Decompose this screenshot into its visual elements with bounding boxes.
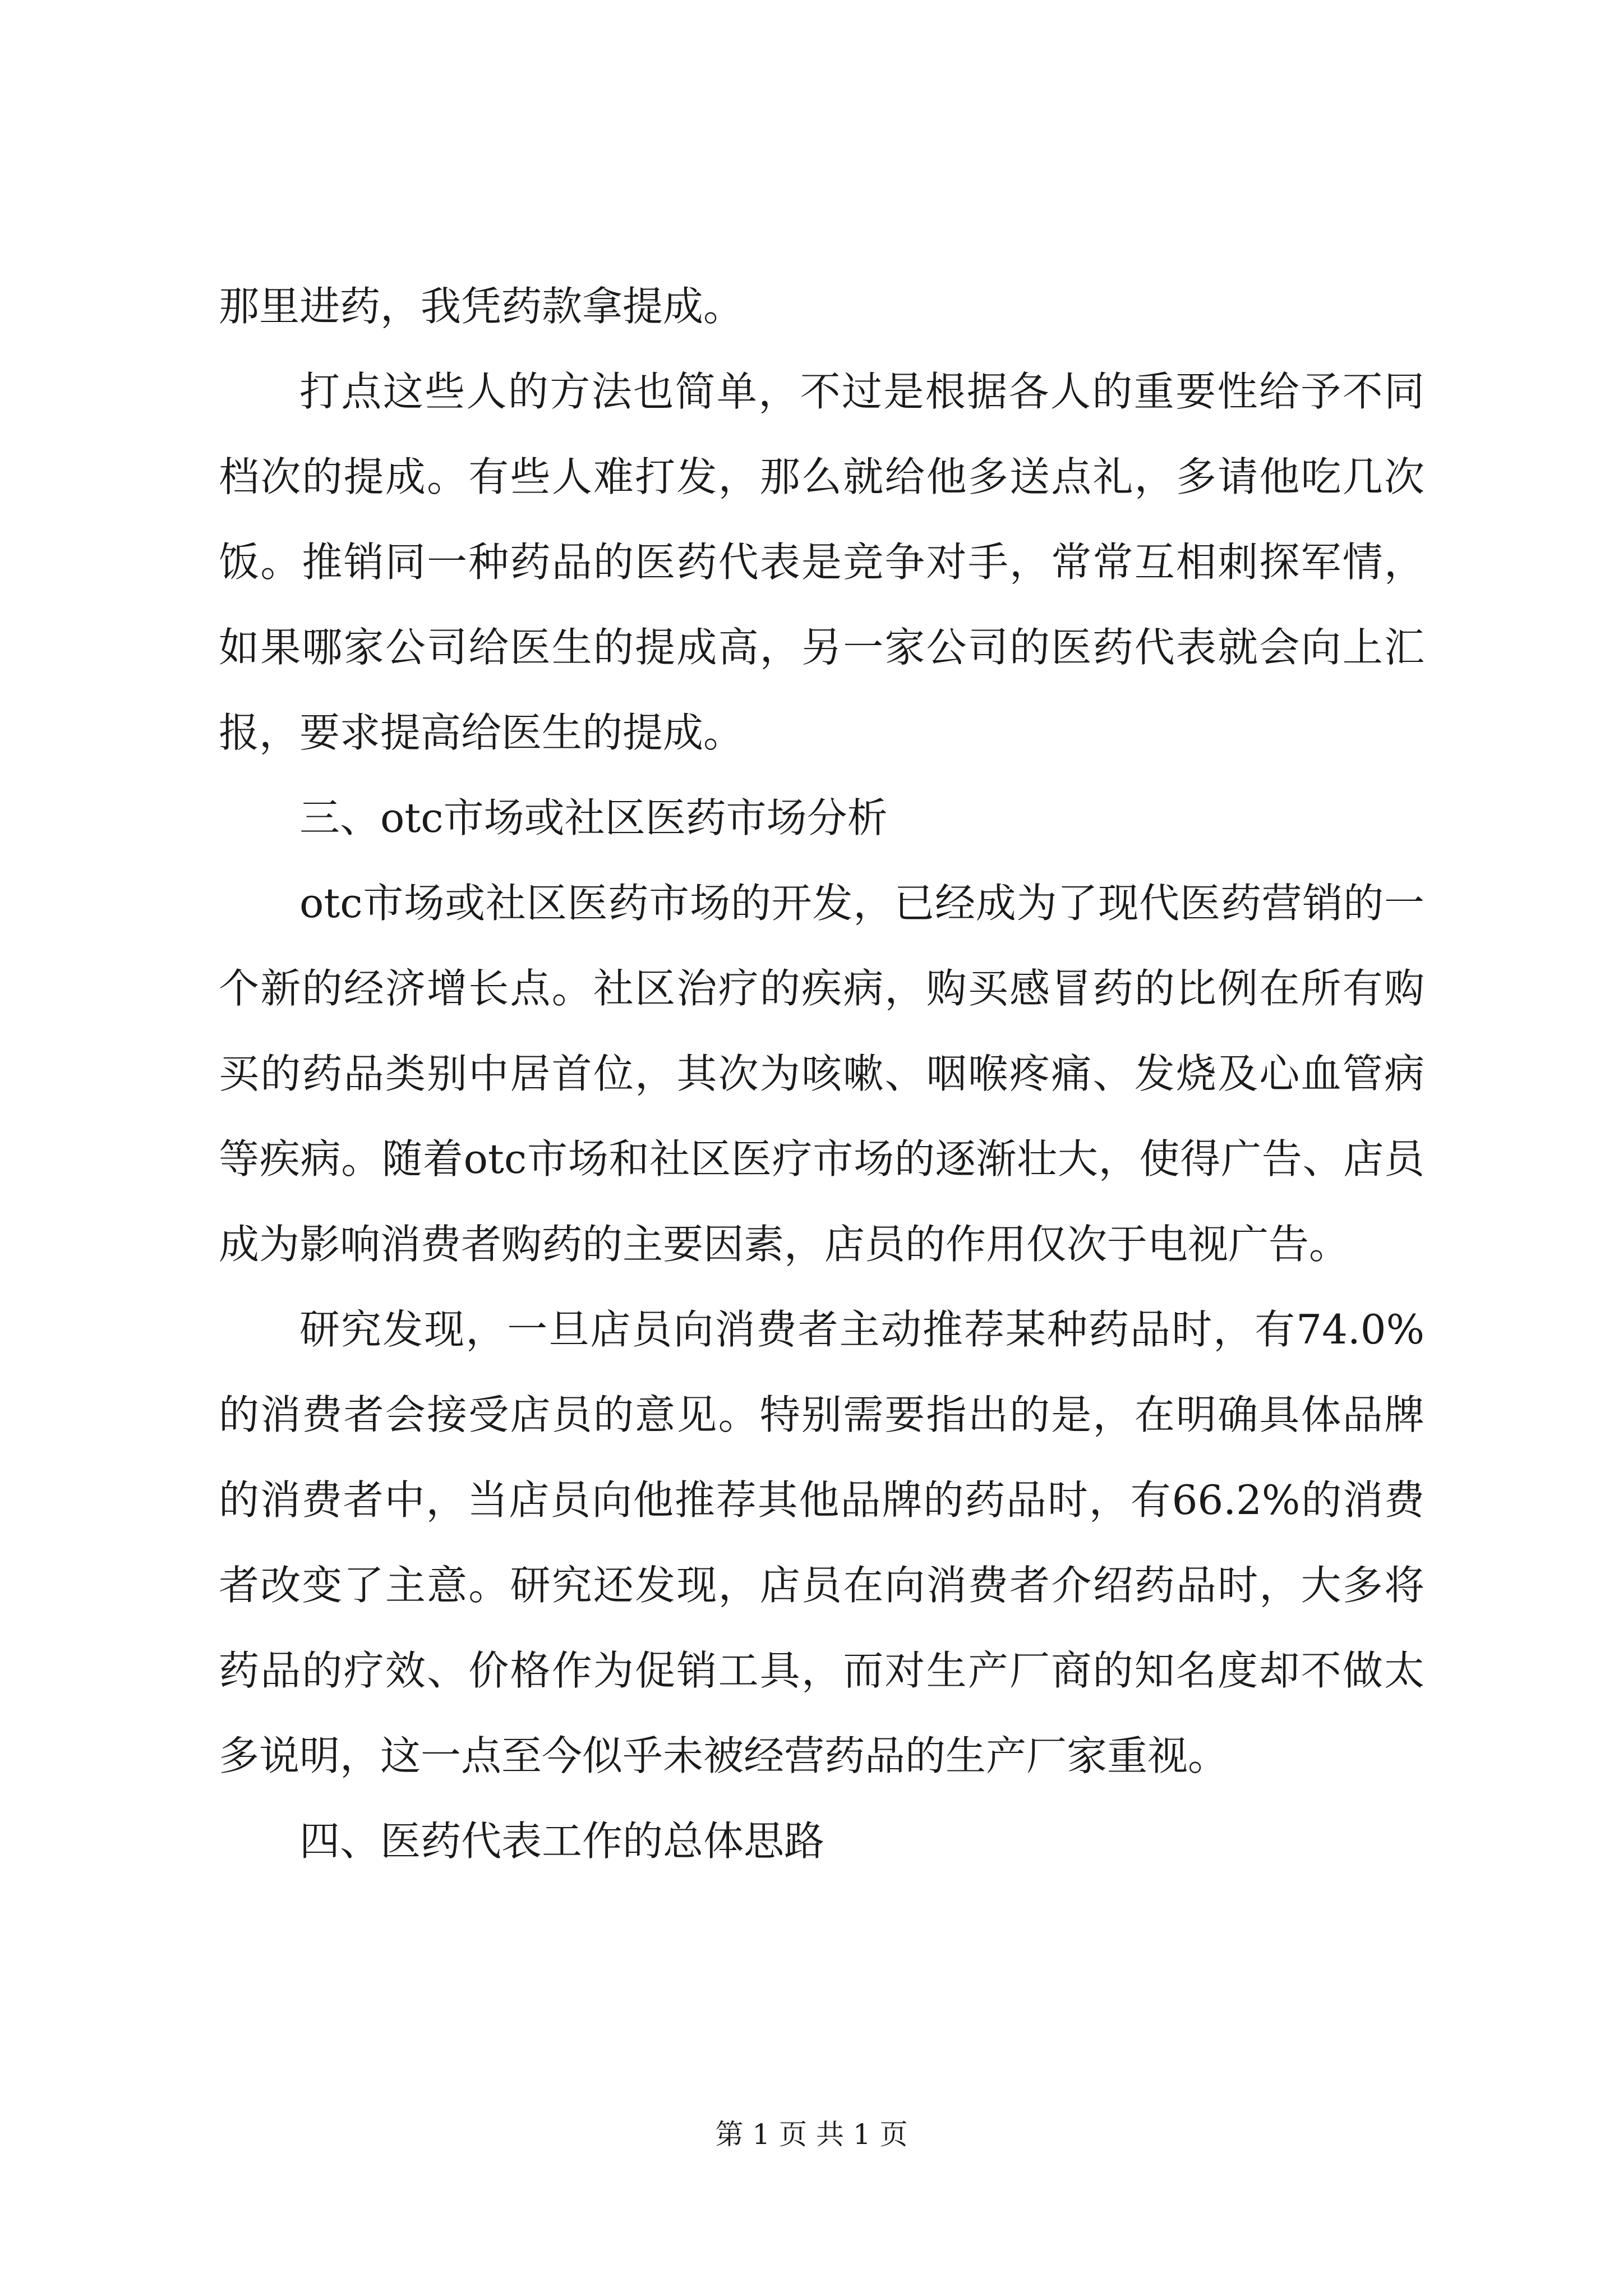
section-heading-otc-market: 三、otc市场或社区医药市场分析: [299, 794, 888, 841]
document-body: [219, 264, 1424, 1884]
page-number-footer: 第 1 页 共 1 页: [715, 2118, 908, 2151]
paragraph-research-findings: 研究发现，一旦店员向消费者主动推荐某种药品时，有74.0%的消费者会接受店员的意见。特别需要指出的是，在明确具体品牌的消费者中，当店员向他推荐其他品牌的药品时，有66.2%的消费者改变了主意。研究还发现，店员在向消费者介绍药品时，大多将药品的疗效、价格作为促销工具，而对生产厂商的知名度却不做太多说明，这一点至今似乎未被经营药品的生产厂家重视。: [219, 1306, 1424, 1779]
paragraph-continuation: 那里进药，我凭药款拿提成。: [219, 283, 744, 330]
section-heading-overall-approach: 四、医药代表工作的总体思路: [299, 1818, 825, 1865]
paragraph-otc-market: otc市场或社区医药市场的开发，已经成为了现代医药营销的一个新的经济增长点。社区治疗的疾病，购买感冒药的比例在所有购买的药品类别中居首位，其次为咳嗽、咽喉疼痛、发烧及心血管病等疾病。随着otc市场和社区医疗市场的逐渐壮大，使得广告、店员成为影响消费者购药的主要因素，店员的作用仅次于电视广告。: [219, 880, 1424, 1268]
paragraph-bribery-methods: 打点这些人的方法也简单，不过是根据各人的重要性给予不同档次的提成。有些人难打发，那么就给他多送点礼，多请他吃几次饭。推销同一种药品的医药代表是竞争对手，常常互相刺探军情，如果哪家公司给医生的提成高，另一家公司的医药代表就会向上汇报，要求提高给医生的提成。: [219, 368, 1424, 756]
